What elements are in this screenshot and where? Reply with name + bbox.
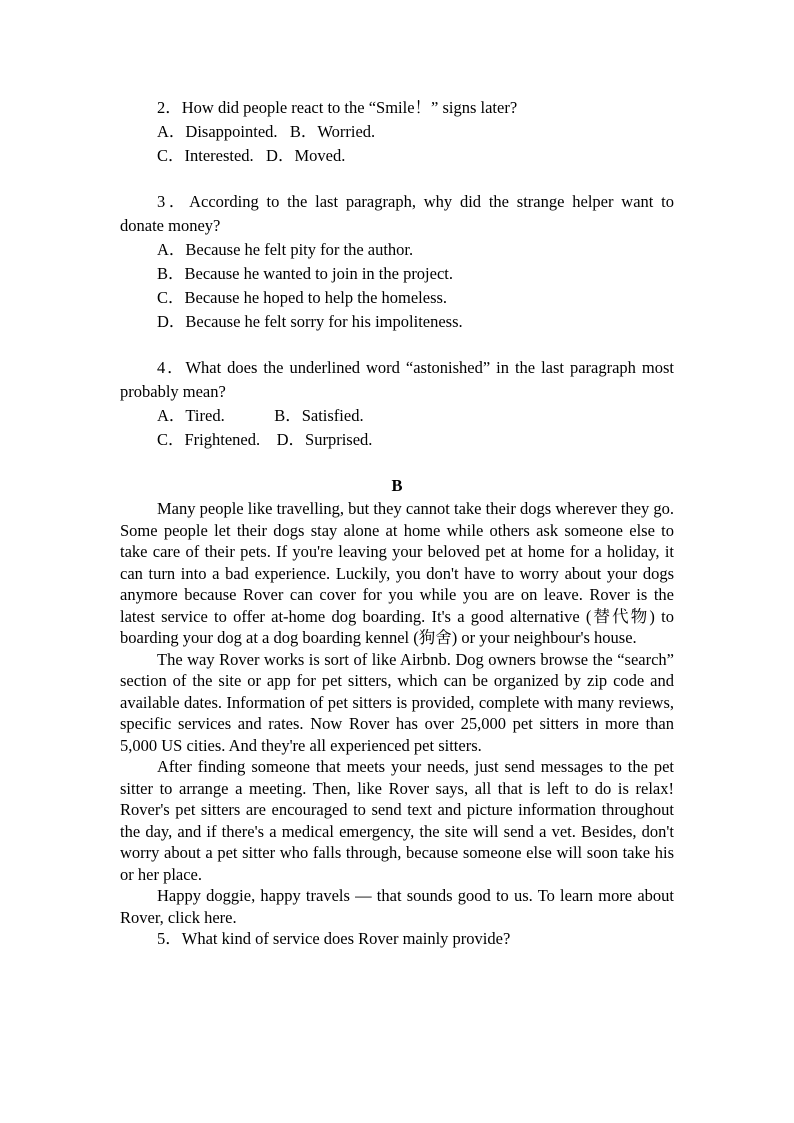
option-line: D．Because he felt sorry for his impoliteness. (157, 312, 463, 331)
option-line: C．Because he hoped to help the homeless. (157, 288, 448, 307)
passage-paragraph: After finding someone that meets your needs, just send messages to the pet sitter to arrange a meeting. Then, like Rover says, all that is left to do is relax! Rover's pet sitters are encouraged to send text and picture information throughout the day, and if there's a medical emergency, the site will send a vet. Besides, don't worry about a pet sitter who falls through, because someone else will soon take his or her place. (120, 757, 674, 884)
question-stem: 4．What does the underlined word “astonished” in the last paragraph most probably mean? (120, 358, 674, 401)
question-stem: 2．How did people react to the “Smile！” signs later? (157, 98, 518, 117)
option-line: A．Because he felt pity for the author. (157, 240, 414, 259)
spacer (120, 452, 674, 474)
section-title: B (391, 476, 403, 495)
document-page (120, 96, 674, 950)
spacer (120, 334, 674, 356)
passage (120, 498, 674, 950)
spacer (120, 168, 674, 190)
question-5-stem: 5．What kind of service does Rover mainly provide? (157, 929, 511, 948)
passage-paragraph: Happy doggie, happy travels — that sounds good to us. To learn more about Rover, click here. (120, 886, 674, 927)
option-line: C．Frightened. D．Surprised. (157, 430, 373, 449)
option-line: A．Disappointed. B．Worried. (157, 122, 376, 141)
question-2 (120, 96, 674, 168)
question-3 (120, 190, 674, 334)
question-4 (120, 356, 674, 452)
option-line: C．Interested. D．Moved. (157, 146, 346, 165)
option-line: A．Tired. B．Satisfied. (157, 406, 364, 425)
option-line: B．Because he wanted to join in the project. (157, 264, 454, 283)
passage-paragraph: The way Rover works is sort of like Airbnb. Dog owners browse the “search” section of the site or app for pet sitters, which can be organized by zip code and available dates. Information of pet sitters is provided, complete with many reviews, specific services and rates. Now Rover has over 25,000 pet sitters in more than 5,000 US cities. And they're all experienced pet sitters. (120, 649, 674, 755)
question-stem: 3．According to the last paragraph, why did the strange helper want to donate money? (120, 192, 674, 235)
passage-paragraph: Many people like travelling, but they cannot take their dogs wherever they go. Some people let their dogs stay alone at home while others ask someone else to take care of their pets. If you're leaving your beloved pet at home for a holiday, it can turn into a bad experience. Luckily, you don't have to worry about your dogs anymore because Rover can cover for you while you are on leave. Rover is the latest service to offer at-home dog boarding. It's a good alternative (替代物) to boarding your dog at a dog boarding kennel (狗舍) or your neighbour's house. (120, 499, 674, 647)
